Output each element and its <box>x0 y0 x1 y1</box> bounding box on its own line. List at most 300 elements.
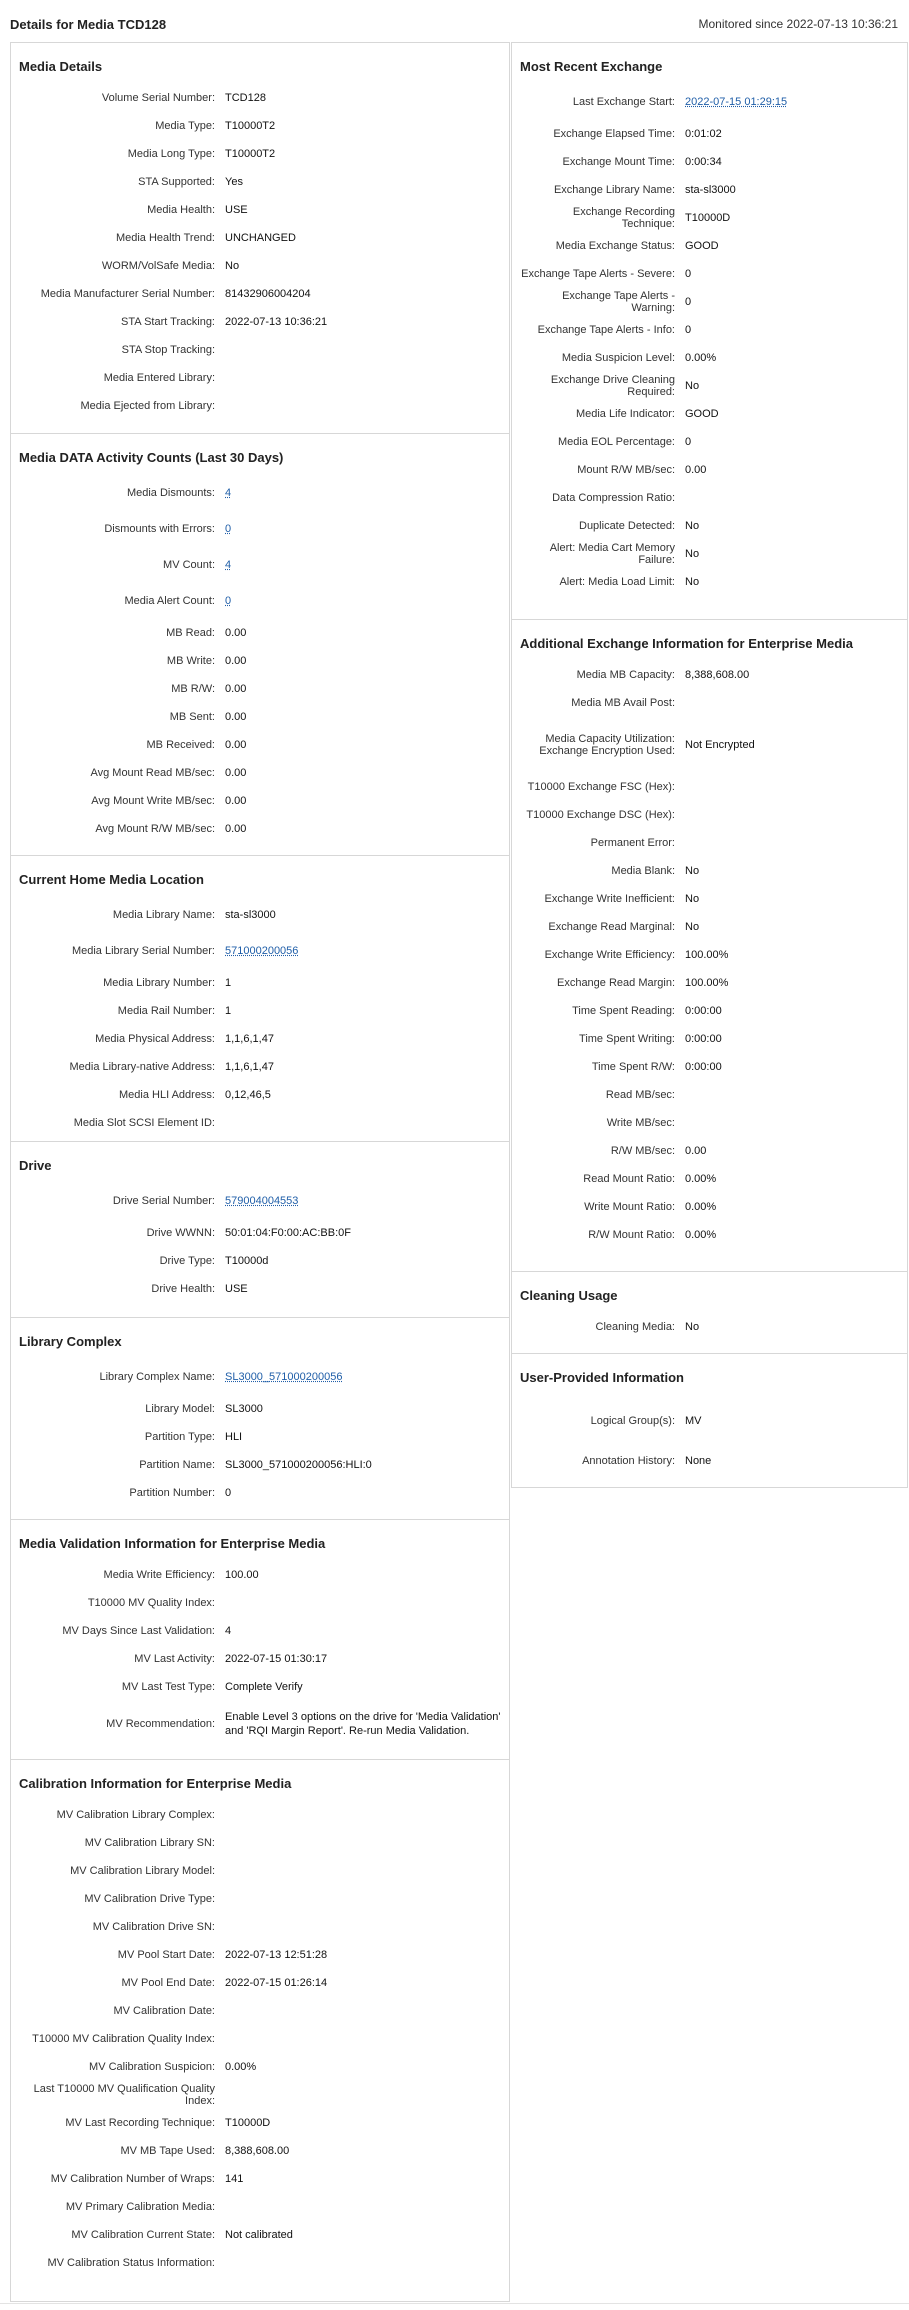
field-value: None <box>685 1455 712 1467</box>
field-read-mount-ratio <box>520 1165 899 1193</box>
panel-title: Media Details <box>19 59 103 74</box>
field-value: 0:01:02 <box>685 128 722 140</box>
field-value: 0 <box>225 1487 232 1499</box>
field-value: 8,388,608.00 <box>225 2145 290 2157</box>
field-label: Drive Type: <box>159 1255 215 1267</box>
field-label: Exchange Tape Alerts - Warning: <box>562 290 675 314</box>
field-exchange-library-name <box>520 176 899 204</box>
field-value: 0.00 <box>225 739 247 751</box>
field-media-hli-address <box>19 1081 501 1109</box>
field-label: Read MB/sec: <box>605 1089 675 1101</box>
field-alert-media-cart-memory-failure <box>520 540 899 568</box>
field-drive-wwnn <box>19 1219 501 1247</box>
field-media-type <box>19 112 501 140</box>
field-sta-stop-tracking <box>19 336 501 364</box>
field-mv-mb-tape-used <box>19 2137 501 2165</box>
footer-divider <box>0 2303 909 2304</box>
field-value: 81432906004204 <box>225 288 311 300</box>
field-r-w-mount-ratio <box>520 1221 899 1249</box>
field-label: Avg Mount Read MB/sec: <box>90 767 215 779</box>
field-label: MV Calibration Drive SN: <box>92 1921 215 1933</box>
field-media-health-trend <box>19 224 501 252</box>
panel-user-provided-information <box>511 1354 908 1488</box>
field-value: 0:00:34 <box>685 156 722 168</box>
field-cleaning-media <box>520 1313 899 1341</box>
field-mv-calibration-date <box>19 1997 501 2025</box>
field-media-mb-capacity <box>520 661 899 689</box>
field-label: Alert: Media Cart Memory Failure: <box>549 542 675 566</box>
field-value: 0.00 <box>225 627 247 639</box>
field-value: 0.00 <box>685 464 707 476</box>
field-value: No <box>685 520 700 532</box>
field-value: T10000D <box>225 2117 271 2129</box>
field-value: T10000d <box>225 1255 269 1267</box>
field-label: Exchange Library Name: <box>553 184 675 196</box>
field-value: HLI <box>225 1431 243 1443</box>
field-label: Partition Name: <box>139 1459 215 1471</box>
field-label: Volume Serial Number: <box>101 92 215 104</box>
field-label: Media Ejected from Library: <box>80 400 215 412</box>
field-label: Mount R/W MB/sec: <box>577 464 675 476</box>
field-value: No <box>685 380 700 392</box>
field-media-rail-number <box>19 997 501 1025</box>
field-label: STA Start Tracking: <box>121 316 215 328</box>
field-label: Time Spent Reading: <box>572 1005 675 1017</box>
field-label: Media Write Efficiency: <box>103 1569 215 1581</box>
field-label: Media Manufacturer Serial Number: <box>40 288 215 300</box>
field-value: 0.00 <box>225 711 247 723</box>
field-label: STA Supported: <box>138 176 215 188</box>
field-value: Complete Verify <box>225 1681 303 1693</box>
field-label: MB Received: <box>146 739 215 751</box>
panel-title: Cleaning Usage <box>520 1288 618 1303</box>
field-value: 0 <box>685 296 692 308</box>
field-media-physical-address <box>19 1025 501 1053</box>
field-mb-read <box>19 619 501 647</box>
field-label: STA Stop Tracking: <box>121 344 215 356</box>
panel-title: Library Complex <box>19 1334 122 1349</box>
field-value: 0,12,46,5 <box>225 1089 271 1101</box>
field-label: R/W MB/sec: <box>610 1145 675 1157</box>
field-label: Media Library Serial Number: <box>71 945 215 957</box>
field-value: No <box>685 921 700 933</box>
panel-library-complex <box>10 1318 510 1520</box>
field-value: sta-sl3000 <box>225 909 276 921</box>
field-t10000-exchange-dsc-hex <box>520 801 899 829</box>
field-mb-write <box>19 647 501 675</box>
field-label: Last Exchange Start: <box>572 96 675 108</box>
field-media-capacity-utilization-exchange-encryption-used <box>520 717 899 773</box>
field-value: 0.00% <box>685 1201 717 1213</box>
field-label: Permanent Error: <box>590 837 675 849</box>
field-duplicate-detected <box>520 512 899 540</box>
field-value: 0.00 <box>225 683 247 695</box>
field-time-spent-reading <box>520 997 899 1025</box>
field-label: Library Model: <box>145 1403 215 1415</box>
field-media-suspicion-level <box>520 344 899 372</box>
field-value: 100.00% <box>685 977 729 989</box>
field-mv-last-recording-technique <box>19 2109 501 2137</box>
field-label: Logical Group(s): <box>590 1415 675 1427</box>
field-value: No <box>685 548 700 560</box>
page-header <box>0 0 909 42</box>
field-label: Avg Mount R/W MB/sec: <box>95 823 215 835</box>
field-exchange-write-inefficient <box>520 885 899 913</box>
field-value: USE <box>225 1283 248 1295</box>
field-exchange-read-margin <box>520 969 899 997</box>
field-label: Media Capacity Utilization: Exchange Encryption Used: <box>539 733 675 757</box>
field-label: Last T10000 MV Qualification Quality Index: <box>33 2083 215 2107</box>
field-label: Exchange Read Marginal: <box>548 921 675 933</box>
field-value: Not Encrypted <box>685 739 755 751</box>
field-value: MV <box>685 1415 702 1427</box>
field-label: MV Days Since Last Validation: <box>62 1625 215 1637</box>
panel-drive <box>10 1142 510 1318</box>
field-mv-last-activity <box>19 1645 501 1673</box>
field-label: Media Exchange Status: <box>555 240 675 252</box>
field-label: Media Dismounts: <box>126 487 215 499</box>
field-value: 1 <box>225 977 232 989</box>
field-t10000-mv-quality-index <box>19 1589 501 1617</box>
field-value: 4 <box>225 1625 232 1637</box>
field-value: 0 <box>685 436 692 448</box>
field-worm-volsafe-media <box>19 252 501 280</box>
panel-title: Drive <box>19 1158 52 1173</box>
field-value-link[interactable]: 0 <box>225 595 232 607</box>
field-label: Data Compression Ratio: <box>552 492 675 504</box>
field-media-manufacturer-serial-number <box>19 280 501 308</box>
field-value-link[interactable]: 4 <box>225 559 232 571</box>
field-label: MV Pool End Date: <box>121 1977 215 1989</box>
field-media-library-serial-number <box>19 933 501 969</box>
field-partition-type <box>19 1423 501 1451</box>
field-partition-number <box>19 1479 501 1507</box>
field-mv-calibration-library-model <box>19 1857 501 1885</box>
field-label: Dismounts with Errors: <box>104 523 215 535</box>
field-value: 0.00 <box>685 1145 707 1157</box>
field-last-exchange-start <box>520 84 899 120</box>
field-label: Media Library Number: <box>103 977 215 989</box>
field-time-spent-r-w <box>520 1053 899 1081</box>
field-label: Drive Health: <box>151 1283 215 1295</box>
field-write-mb-sec <box>520 1109 899 1137</box>
field-value-link[interactable]: 2022-07-15 01:29:15 <box>685 96 788 108</box>
field-label: Media Entered Library: <box>103 372 215 384</box>
field-value-link[interactable]: 579004004553 <box>225 1195 299 1207</box>
field-avg-mount-write-mb-sec <box>19 787 501 815</box>
field-r-w-mb-sec <box>520 1137 899 1165</box>
field-label: Write Mount Ratio: <box>584 1201 675 1213</box>
field-media-mb-avail-post <box>520 689 899 717</box>
field-avg-mount-read-mb-sec <box>19 759 501 787</box>
field-mv-pool-end-date <box>19 1969 501 1997</box>
field-label: T10000 Exchange DSC (Hex): <box>526 809 675 821</box>
panel-title: Additional Exchange Information for Enterprise Media <box>520 636 853 651</box>
field-media-blank <box>520 857 899 885</box>
field-value: GOOD <box>685 408 719 420</box>
field-mv-calibration-library-complex <box>19 1801 501 1829</box>
field-label: Exchange Mount Time: <box>562 156 675 168</box>
field-mb-received <box>19 731 501 759</box>
field-label: MB Write: <box>166 655 215 667</box>
field-label: MV Calibration Suspicion: <box>89 2061 215 2073</box>
field-label: Media Alert Count: <box>124 595 215 607</box>
field-label: Media MB Avail Post: <box>571 697 675 709</box>
field-exchange-elapsed-time <box>520 120 899 148</box>
field-label: Time Spent R/W: <box>591 1061 675 1073</box>
field-label: MV Recommendation: <box>106 1718 215 1730</box>
field-library-model <box>19 1395 501 1423</box>
field-label: Media Library Name: <box>112 909 215 921</box>
field-sta-supported <box>19 168 501 196</box>
field-avg-mount-r-w-mb-sec <box>19 815 501 843</box>
field-mv-calibration-library-sn <box>19 1829 501 1857</box>
field-media-library-number <box>19 969 501 997</box>
field-data-compression-ratio <box>520 484 899 512</box>
page-title: Details for Media TCD128 <box>10 17 167 32</box>
field-label: MV Calibration Date: <box>113 2005 215 2017</box>
field-mv-count <box>19 547 501 583</box>
field-value: 0.00 <box>225 655 247 667</box>
field-media-health <box>19 196 501 224</box>
field-label: Media Health Trend: <box>115 232 215 244</box>
field-value: Enable Level 3 options on the drive for 'Media Validation' and 'RQI Margin Report'. Re-run Media Validation. <box>225 1711 501 1737</box>
field-value: 0.00 <box>225 823 247 835</box>
field-label: Time Spent Writing: <box>579 1033 675 1045</box>
field-mv-calibration-number-of-wraps <box>19 2165 501 2193</box>
field-label: MV MB Tape Used: <box>120 2145 215 2157</box>
field-exchange-drive-cleaning-required <box>520 372 899 400</box>
right-column <box>511 42 908 1488</box>
field-value: 0:00:00 <box>685 1061 722 1073</box>
field-label: MB R/W: <box>171 683 215 695</box>
field-label: Media Library-native Address: <box>69 1061 215 1073</box>
field-t10000-mv-calibration-quality-index <box>19 2025 501 2053</box>
panel-media-validation-information-for-enterprise-media <box>10 1520 510 1760</box>
panel-title: Calibration Information for Enterprise Media <box>19 1776 292 1791</box>
panel-current-home-media-location <box>10 856 510 1142</box>
field-label: MV Calibration Status Information: <box>47 2257 215 2269</box>
field-exchange-read-marginal <box>520 913 899 941</box>
field-last-t10000-mv-qualification-quality-index <box>19 2081 501 2109</box>
field-value-link[interactable]: 571000200056 <box>225 945 299 957</box>
panel-cleaning-usage <box>511 1272 908 1354</box>
field-value: 0.00 <box>225 795 247 807</box>
field-media-eol-percentage <box>520 428 899 456</box>
field-value: 2022-07-15 01:30:17 <box>225 1653 328 1665</box>
field-value: No <box>685 1321 700 1333</box>
field-media-library-name <box>19 897 501 933</box>
left-column <box>10 42 510 2302</box>
field-value: 2022-07-15 01:26:14 <box>225 1977 328 1989</box>
panel-media-data-activity-counts-last-30-days <box>10 434 510 856</box>
field-drive-serial-number <box>19 1183 501 1219</box>
field-mv-calibration-current-state <box>19 2221 501 2249</box>
field-value: 8,388,608.00 <box>685 669 750 681</box>
field-label: Partition Type: <box>144 1431 215 1443</box>
field-value: 100.00% <box>685 949 729 961</box>
field-label: Media Life Indicator: <box>575 408 675 420</box>
field-value: 0.00 <box>225 767 247 779</box>
panel-media-details <box>10 42 510 434</box>
field-label: Media Suspicion Level: <box>561 352 675 364</box>
field-label: Exchange Recording Technique: <box>572 206 675 230</box>
field-label: MV Calibration Library SN: <box>84 1837 215 1849</box>
field-exchange-recording-technique <box>520 204 899 232</box>
field-value: 0 <box>685 268 692 280</box>
field-label: Media HLI Address: <box>119 1089 215 1101</box>
panel-title: Media Validation Information for Enterprise Media <box>19 1536 326 1551</box>
field-mv-calibration-suspicion <box>19 2053 501 2081</box>
field-label: Media Physical Address: <box>95 1033 215 1045</box>
field-label: MV Calibration Drive Type: <box>84 1893 215 1905</box>
field-value: 2022-07-13 10:36:21 <box>225 316 328 328</box>
field-label: Alert: Media Load Limit: <box>559 576 675 588</box>
field-label: Drive WWNN: <box>146 1227 215 1239</box>
field-label: Media EOL Percentage: <box>558 436 675 448</box>
panel-additional-exchange-information-for-enterprise-media <box>511 620 908 1272</box>
field-label: Duplicate Detected: <box>579 520 675 532</box>
field-label: MV Count: <box>163 559 215 571</box>
field-value: 50:01:04:F0:00:AC:BB:0F <box>225 1227 351 1239</box>
field-drive-type <box>19 1247 501 1275</box>
field-label: Exchange Tape Alerts - Severe: <box>521 268 675 280</box>
field-media-library-native-address <box>19 1053 501 1081</box>
field-value: 1 <box>225 1005 232 1017</box>
field-label: Exchange Read Margin: <box>556 977 675 989</box>
panel-title: User-Provided Information <box>520 1370 684 1385</box>
field-label: MV Last Activity: <box>134 1653 215 1665</box>
field-value: Not calibrated <box>225 2229 293 2241</box>
field-mv-recommendation <box>19 1701 501 1747</box>
field-value-link[interactable]: 0 <box>225 523 232 535</box>
field-label: MV Calibration Library Complex: <box>56 1809 215 1821</box>
field-label: MV Last Recording Technique: <box>65 2117 215 2129</box>
field-value: No <box>685 893 700 905</box>
field-value: No <box>685 865 700 877</box>
field-label: Exchange Write Efficiency: <box>544 949 675 961</box>
field-label: Write MB/sec: <box>606 1117 675 1129</box>
field-media-slot-scsi-element-id <box>19 1109 501 1137</box>
field-media-dismounts <box>19 475 501 511</box>
field-library-complex-name <box>19 1359 501 1395</box>
field-label: Drive Serial Number: <box>112 1195 215 1207</box>
field-value: SL3000 <box>225 1403 263 1415</box>
field-mv-last-test-type <box>19 1673 501 1701</box>
field-value: No <box>225 260 240 272</box>
panel-most-recent-exchange <box>511 42 908 620</box>
field-label: Exchange Drive Cleaning Required: <box>550 374 675 398</box>
field-label: MV Last Test Type: <box>121 1681 215 1693</box>
panel-title: Most Recent Exchange <box>520 59 663 74</box>
field-mv-days-since-last-validation <box>19 1617 501 1645</box>
field-label: Cleaning Media: <box>595 1321 675 1333</box>
field-label: MV Primary Calibration Media: <box>65 2201 215 2213</box>
field-label: T10000 MV Quality Index: <box>87 1597 215 1609</box>
field-exchange-write-efficiency <box>520 941 899 969</box>
field-t10000-exchange-fsc-hex <box>520 773 899 801</box>
field-value: 0.00% <box>225 2061 257 2073</box>
field-mv-primary-calibration-media <box>19 2193 501 2221</box>
field-media-entered-library <box>19 364 501 392</box>
field-mount-r-w-mb-sec <box>520 456 899 484</box>
field-logical-group-s <box>520 1395 899 1447</box>
field-volume-serial-number <box>19 84 501 112</box>
panel-calibration-information-for-enterprise-media <box>10 1760 510 2302</box>
field-value: 0:00:00 <box>685 1005 722 1017</box>
field-value: 0.00% <box>685 1173 717 1185</box>
field-value: T10000D <box>685 212 731 224</box>
field-label: Media Type: <box>155 120 215 132</box>
panel-title: Media DATA Activity Counts (Last 30 Days) <box>19 450 284 465</box>
field-label: T10000 MV Calibration Quality Index: <box>32 2033 215 2045</box>
field-label: WORM/VolSafe Media: <box>101 260 215 272</box>
field-media-exchange-status <box>520 232 899 260</box>
field-label: Media Long Type: <box>127 148 215 160</box>
field-exchange-mount-time <box>520 148 899 176</box>
field-label: Partition Number: <box>129 1487 215 1499</box>
field-drive-health <box>19 1275 501 1303</box>
field-media-life-indicator <box>520 400 899 428</box>
field-value: 1,1,6,1,47 <box>225 1061 274 1073</box>
field-sta-start-tracking <box>19 308 501 336</box>
field-exchange-tape-alerts-info <box>520 316 899 344</box>
field-media-alert-count <box>19 583 501 619</box>
field-value: 0:00:00 <box>685 1033 722 1045</box>
field-value: 1,1,6,1,47 <box>225 1033 274 1045</box>
field-value: T10000T2 <box>225 120 276 132</box>
field-label: Media MB Capacity: <box>576 669 675 681</box>
field-value: sta-sl3000 <box>685 184 736 196</box>
field-value: 0.00% <box>685 352 717 364</box>
field-mv-calibration-drive-type <box>19 1885 501 1913</box>
field-label: MV Calibration Current State: <box>71 2229 215 2241</box>
field-label: Media Blank: <box>611 865 675 877</box>
field-value: SL3000_571000200056:HLI:0 <box>225 1459 372 1471</box>
field-label: MV Calibration Library Model: <box>70 1865 215 1877</box>
field-label: Library Complex Name: <box>99 1371 215 1383</box>
panel-title: Current Home Media Location <box>19 872 204 887</box>
field-value: No <box>685 576 700 588</box>
field-label: T10000 Exchange FSC (Hex): <box>527 781 675 793</box>
field-value-link[interactable]: 4 <box>225 487 232 499</box>
field-write-mount-ratio <box>520 1193 899 1221</box>
field-partition-name <box>19 1451 501 1479</box>
field-label: Exchange Write Inefficient: <box>544 893 675 905</box>
field-value-link[interactable]: SL3000_571000200056 <box>225 1371 343 1383</box>
field-mb-sent <box>19 703 501 731</box>
field-value: GOOD <box>685 240 719 252</box>
field-label: Media Rail Number: <box>117 1005 215 1017</box>
field-value: 0.00% <box>685 1229 717 1241</box>
field-permanent-error <box>520 829 899 857</box>
field-exchange-tape-alerts-severe <box>520 260 899 288</box>
field-value: 0 <box>685 324 692 336</box>
field-value: UNCHANGED <box>225 232 296 244</box>
field-label: Annotation History: <box>582 1455 675 1467</box>
field-media-ejected-from-library <box>19 392 501 420</box>
field-exchange-tape-alerts-warning <box>520 288 899 316</box>
field-media-write-efficiency <box>19 1561 501 1589</box>
field-label: MB Sent: <box>169 711 215 723</box>
field-label: Exchange Tape Alerts - Info: <box>537 324 675 336</box>
field-label: R/W Mount Ratio: <box>588 1229 675 1241</box>
field-mv-pool-start-date <box>19 1941 501 1969</box>
field-alert-media-load-limit <box>520 568 899 596</box>
field-mb-r-w <box>19 675 501 703</box>
field-label: Read Mount Ratio: <box>583 1173 675 1185</box>
field-value: T10000T2 <box>225 148 276 160</box>
